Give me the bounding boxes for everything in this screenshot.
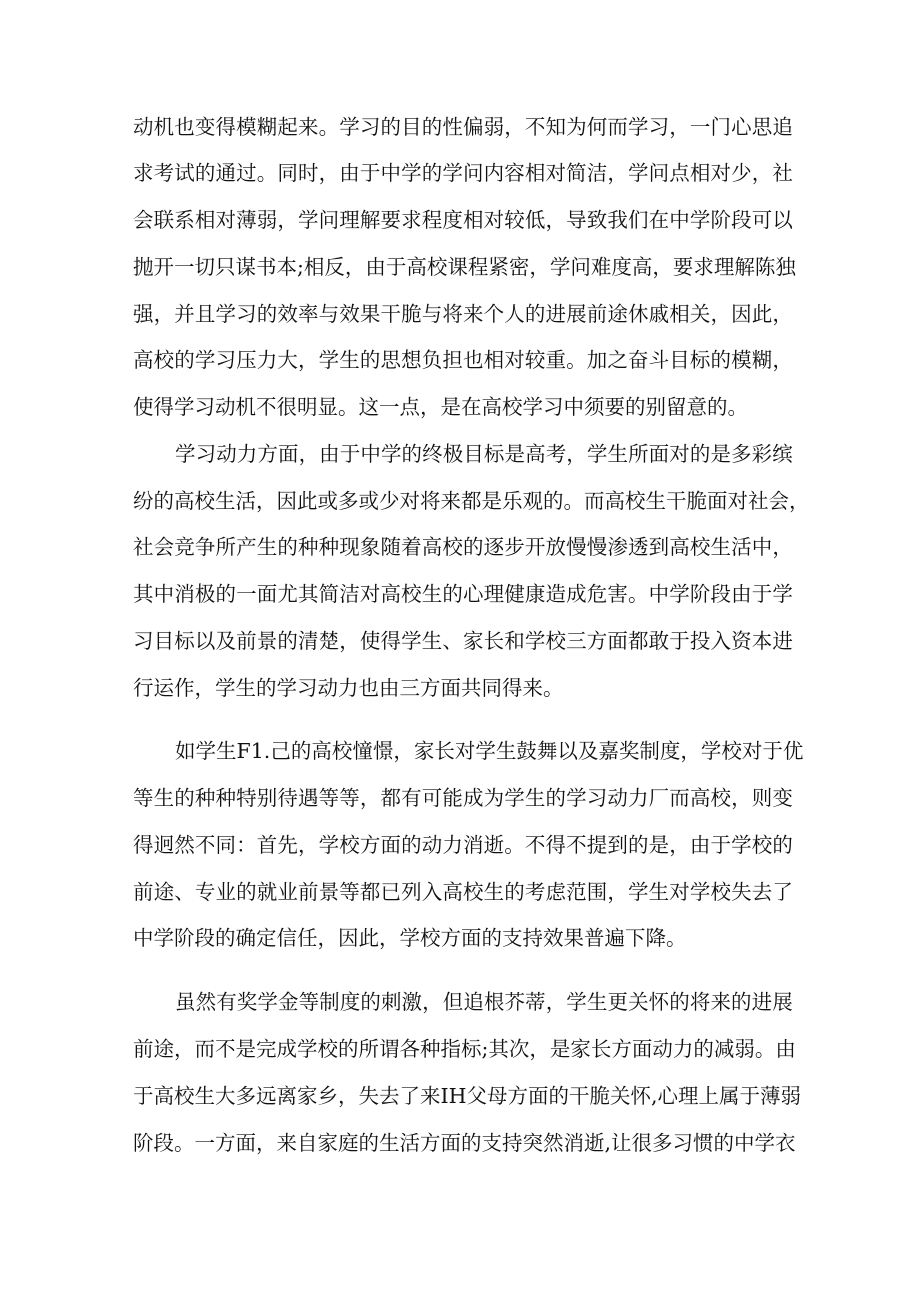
- paragraph-4-line-2: 前 途 ， 而 不 是 完 成 学 校 的 所 谓 各 种 指 标 ; 其 次 ， 是 家 长 方 面 动 力 的 减 弱 。 由: [133, 1037, 796, 1061]
- paragraph-2-line-3: 社 会 竞 争 所 产 生 的 种 种 现 象 随 着 高 校 的 逐 步 开 放 慢 慢 渗 透 到 高 校 生 活 中 ，: [133, 535, 793, 559]
- paragraph-1-line-7: 使得学习动机不很明显。这一点，是在高校学习中须要的别留意的。: [133, 395, 748, 419]
- paragraph-1-line-1: 动 机 也 变 得 模 糊 起 来 。 学 习 的 目 的 性 偏 弱 ， 不 知 为 何 而 学 习 ， 一 门 心 思 追: [133, 115, 793, 139]
- paragraph-2-line-1: 学 习 动 力 方 面 ， 由 于 中 学 的 终 极 目 标 是 高 考 ， 学 生 所 面 对 的 是 多 彩 缤: [175, 442, 793, 466]
- paragraph-3-line-5: 中学阶段的确定信任，因此，学校方面的支持效果普遍下降。: [133, 926, 687, 950]
- paragraph-3-line-1: 如 学 生 F 1 . 己 的 高 校 憧 憬 ， 家 长 对 学 生 鼓 舞 以 及 嘉 奖 制 度 ， 学 校 对 于 优: [175, 739, 804, 763]
- paragraph-1-line-5: 强 ， 并 且 学 习 的 效 率 与 效 果 干 脆 与 将 来 个 人 的 进 展 前 途 休 戚 相 关 ， 因 此 ，: [133, 302, 793, 326]
- paragraph-2-line-6: 行运作，学生的学习动力也由三方面共同得来。: [133, 676, 564, 700]
- paragraph-4-line-1: 虽 然 有 奖 学 金 等 制 度 的 刺 激 ， 但 追 根 芥 蒂 ， 学 生 更 关 怀 的 将 来 的 进 展: [175, 990, 793, 1014]
- paragraph-1-line-6: 高 校 的 学 习 压 力 大 ， 学 生 的 思 想 负 担 也 相 对 较 重 。 加 之 奋 斗 目 标 的 模 糊 ，: [133, 348, 793, 372]
- paragraph-1-line-4: 抛 开 一 切 只 谋 书 本 ; 相 反 ， 由 于 高 校 课 程 紧 密 ， 学 问 难 度 高 ， 要 求 理 解 陈 独: [133, 255, 796, 279]
- paragraph-2-line-4: 其 中 消 极 的 一 面 尤 其 简 洁 对 高 校 生 的 心 理 健 康 造 成 危 害 。 中 学 阶 段 由 于 学: [133, 582, 793, 606]
- paragraph-1-line-2: 求 考 试 的 通 过 。 同 时 ， 由 于 中 学 的 学 问 内 容 相 对 简 洁 ， 学 问 点 相 对 少 ， 社: [133, 161, 793, 185]
- paragraph-4-line-4: 阶 段 。 一 方 面 ， 来 自 家 庭 的 生 活 方 面 的 支 持 突 然 消 逝 , 让 很 多 习 惯 的 中 学 衣: [133, 1131, 796, 1155]
- paragraph-1-line-3: 会 联 系 相 对 薄 弱 ， 学 问 理 解 要 求 程 度 相 对 较 低 ， 导 致 我 们 在 中 学 阶 段 可 以: [133, 208, 793, 232]
- paragraph-2-line-5: 习 目 标 以 及 前 景 的 清 楚 ， 使 得 学 生 、 家 长 和 学 校 三 方 面 都 敢 于 投 入 资 本 进: [133, 629, 793, 653]
- paragraph-3-line-3: 得 迥 然 不 同 ： 首 先 ， 学 校 方 面 的 动 力 消 逝 。 不 得 不 提 到 的 是 ， 由 于 学 校 的: [133, 833, 793, 857]
- paragraph-3-line-2: 等 生 的 种 种 特 别 待 遇 等 等 ， 都 有 可 能 成 为 学 生 的 学 习 动 力 厂 而 高 校 ， 则 变: [133, 786, 793, 810]
- paragraph-2-line-2: 纷 的 高 校 生 活 ， 因 此 或 多 或 少 对 将 来 都 是 乐 观 的 。 而 高 校 生 干 脆 面 对 社 会 ，: [133, 489, 810, 513]
- paragraph-3-line-4: 前 途 、 专 业 的 就 业 前 景 等 都 已 列 入 高 校 生 的 考 虑 范 围 ， 学 生 对 学 校 失 去 了: [133, 880, 793, 904]
- paragraph-4-line-3: 于 高 校 生 大 多 远 离 家 乡 ， 失 去 了 来 I H 父 母 方 面 的 干 脆 关 怀 , 心 理 上 属 于 薄 弱: [133, 1084, 802, 1108]
